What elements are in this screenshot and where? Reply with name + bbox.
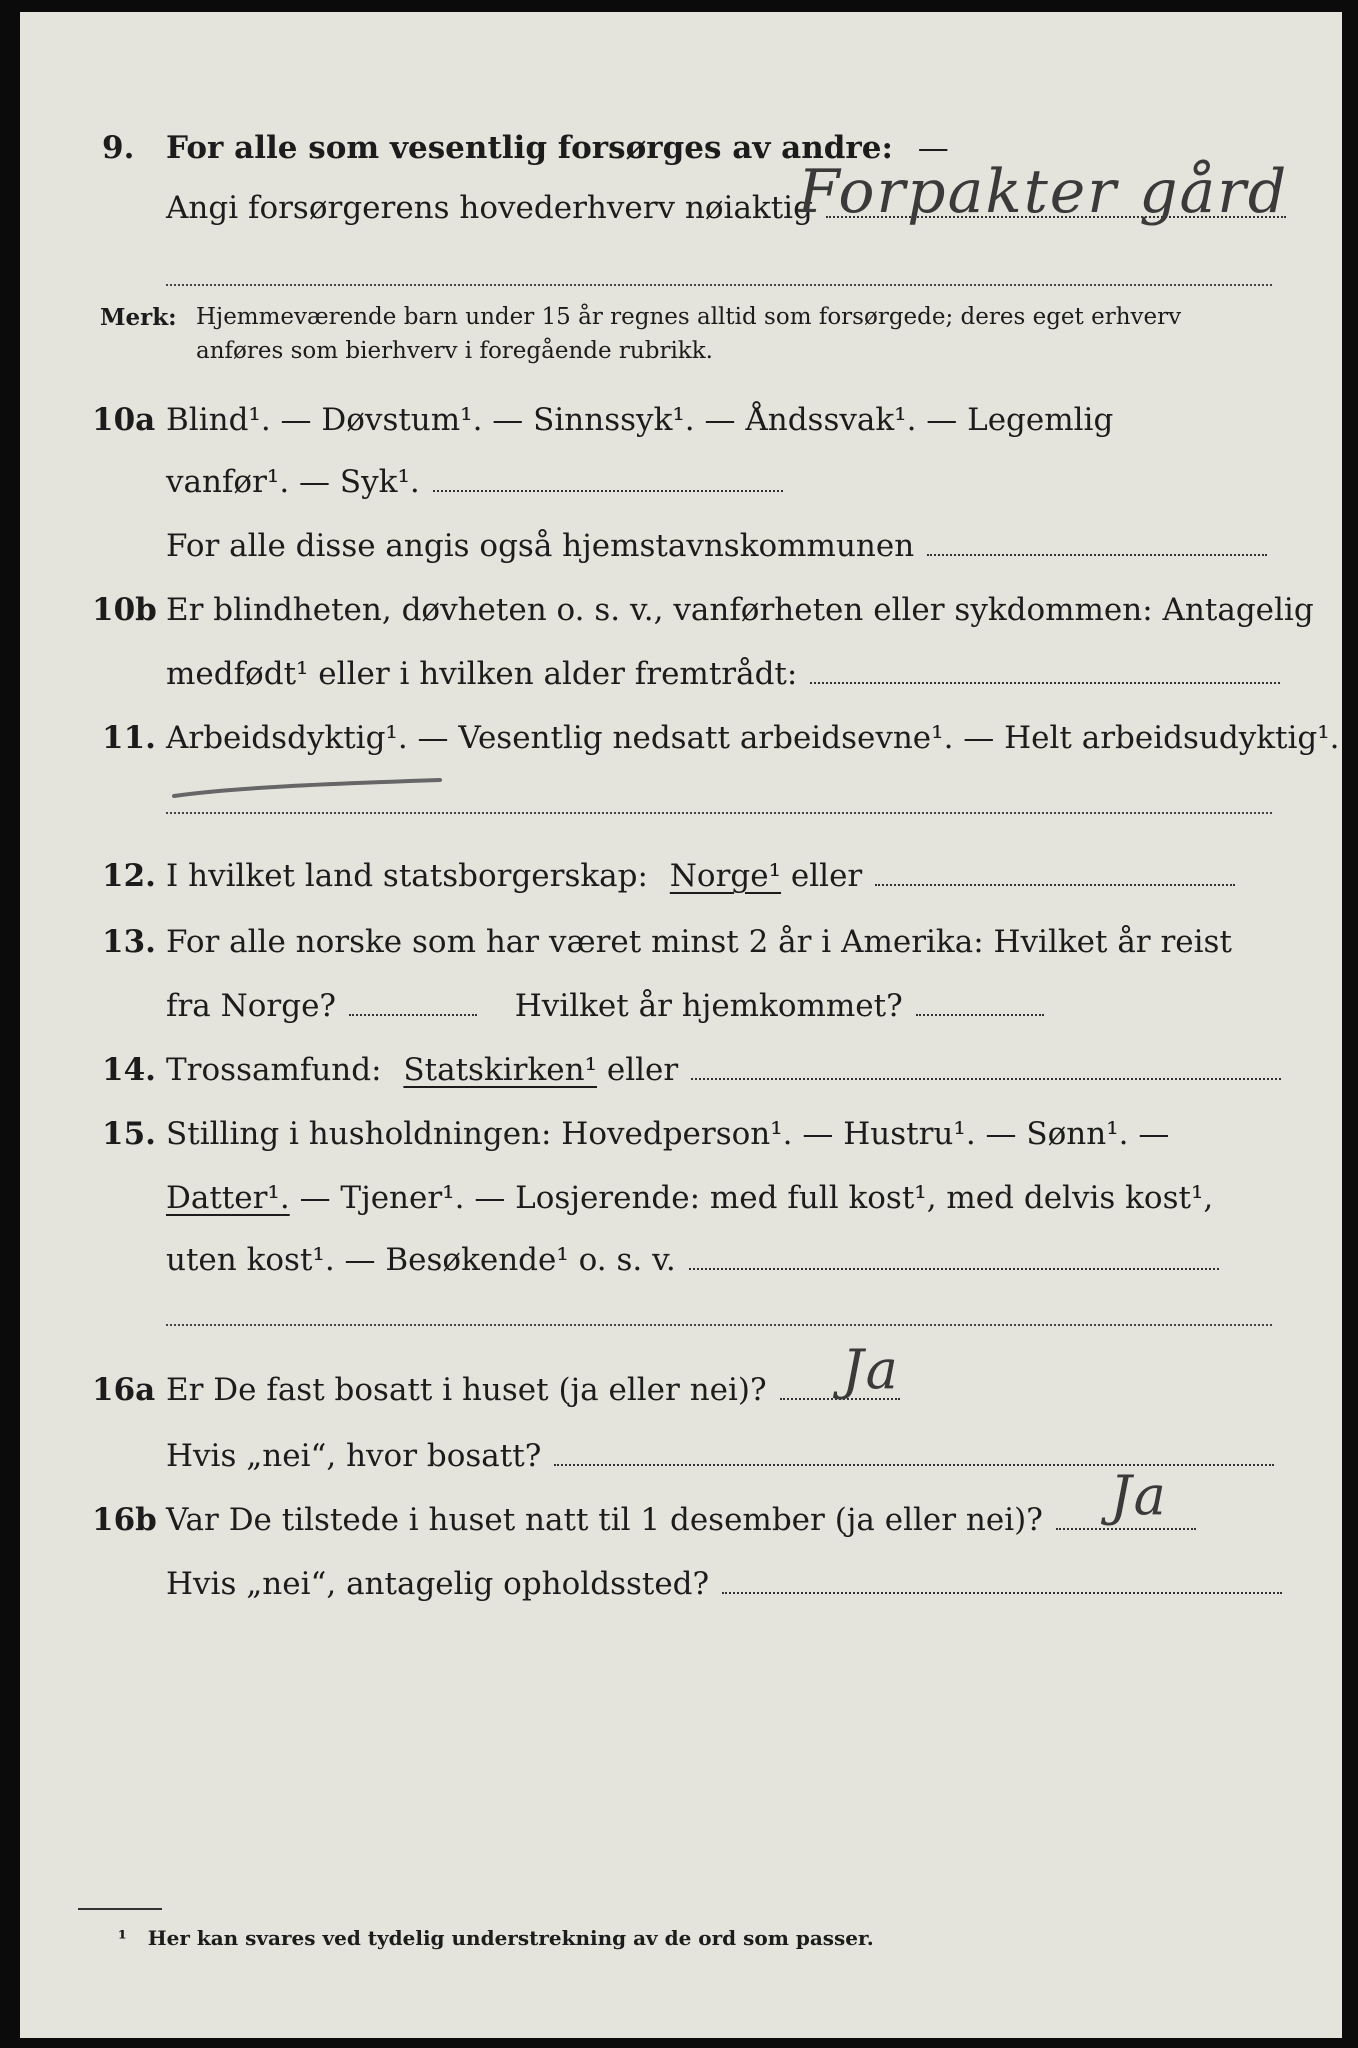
q10a-line2 [166, 464, 783, 500]
q14-statskirken: Statskirken¹ [403, 1052, 597, 1088]
q15-line1: Stilling i husholdningen: Hovedperson¹. — Hustru¹. — Sønn¹. — [166, 1116, 1170, 1152]
q9-extra-line[interactable] [166, 284, 1272, 286]
q12-land-line[interactable] [875, 884, 1235, 886]
q13-line2 [166, 988, 1044, 1024]
q16b-answer-line[interactable] [1056, 1528, 1196, 1530]
q12-pre: I hvilket land statsborgerskap: [166, 858, 648, 894]
q10a-line3 [166, 528, 1267, 564]
q9-number: 9. [102, 130, 135, 166]
q11-extra-line[interactable] [166, 812, 1272, 814]
q10a-syk-line[interactable] [433, 490, 783, 492]
merk-label: Merk: [100, 304, 177, 331]
merk-line2: anføres som bierhverv i foregående rubrikk. [196, 338, 713, 364]
q12-line [166, 858, 1235, 894]
q16b-line2-text: Hvis „nei“, antagelig opholdssted? [166, 1566, 710, 1602]
census-form-page [20, 12, 1342, 2038]
q13-reist-line[interactable] [349, 1014, 477, 1016]
q10b-line2-text: medfødt¹ eller i hvilken alder fremtrådt: [166, 656, 798, 692]
q12-post: eller [790, 858, 863, 894]
q16a-line1 [166, 1372, 900, 1408]
q13-line1: For alle norske som har været minst 2 år i Amerika: Hvilket år reist [166, 924, 1232, 960]
q14-pre: Trossamfund: [166, 1052, 382, 1088]
q16a-line2-text: Hvis „nei“, hvor bosatt? [166, 1438, 542, 1474]
q12-norge: Norge¹ [669, 858, 782, 894]
q16b-line2 [166, 1566, 1282, 1602]
q9-line1-text: For alle som vesentlig forsørges av andre: [166, 130, 893, 166]
footnote [118, 1926, 874, 1950]
q10a-line1: Blind¹. — Døvstum¹. — Sinnssyk¹. — Åndssvak¹. — Legemlig [166, 402, 1114, 438]
q15-extra-line[interactable] [166, 1324, 1272, 1326]
q10b-line2 [166, 656, 1280, 692]
q9-line2-text: Angi forsørgerens hovederhverv nøiaktig [166, 190, 813, 226]
q10a-line3-text: For alle disse angis også hjemstavnskommunen [166, 528, 915, 564]
q10b-alder-line[interactable] [810, 682, 1280, 684]
q13-number: 13. [102, 924, 156, 960]
q11-pencil-underline [170, 774, 450, 804]
q16a-line2 [166, 1438, 1274, 1474]
q10a-number: 10a [92, 402, 156, 438]
footnote-rule [78, 1908, 162, 1910]
q16a-number: 16a [92, 1372, 156, 1408]
q9-handwritten-answer: Forpakter gård [798, 157, 1289, 227]
q16a-handwritten-answer: Ja [842, 1338, 900, 1401]
q16b-line1-text: Var De tilstede i huset natt til 1 desember (ja eller nei)? [166, 1502, 1043, 1538]
q15-line3-text: uten kost¹. — Besøkende¹ o. s. v. [166, 1242, 676, 1278]
q14-number: 14. [102, 1052, 156, 1088]
q15-datter: Datter¹. [166, 1180, 290, 1216]
footnote-mark: ¹ [118, 1926, 127, 1950]
q11-line1: Arbeidsdyktig¹. — Vesentlig nedsatt arbeidsevne¹. — Helt arbeidsudyktig¹. [166, 720, 1340, 756]
q15-number: 15. [102, 1116, 156, 1152]
q10b-line1: Er blindheten, døvheten o. s. v., vanførheten eller sykdommen: Antagelig [166, 592, 1314, 628]
q13-line2a: fra Norge? [166, 988, 337, 1024]
q16b-handwritten-answer: Ja [1110, 1464, 1168, 1527]
merk-line1: Hjemmeværende barn under 15 år regnes alltid som forsørgede; deres eget erhverv [196, 304, 1182, 330]
q16b-line1 [166, 1502, 1196, 1538]
q10a-hjemstavn-line[interactable] [927, 554, 1267, 556]
q15-stilling-line[interactable] [689, 1268, 1219, 1270]
q9-line1-dash: — [917, 130, 949, 166]
q15-line2-rest: — Tjener¹. — Losjerende: med full kost¹, med delvis kost¹, [299, 1180, 1214, 1216]
q15-line3 [166, 1242, 1219, 1278]
q11-number: 11. [102, 720, 156, 756]
q14-trossamfund-line[interactable] [691, 1078, 1281, 1080]
q13-line2b: Hvilket år hjemkommet? [514, 988, 903, 1024]
q15-line2 [166, 1180, 1213, 1216]
q16b-number: 16b [92, 1502, 157, 1538]
q12-number: 12. [102, 858, 156, 894]
q14-line [166, 1052, 1281, 1088]
q10b-number: 10b [92, 592, 157, 628]
q10a-line2-text: vanfør¹. — Syk¹. [166, 464, 420, 500]
footnote-text: Her kan svares ved tydelig understrekning av de ord som passer. [147, 1926, 874, 1950]
q16b-opholdssted-line[interactable] [722, 1592, 1282, 1594]
q14-post: eller [606, 1052, 679, 1088]
q13-hjemkommet-line[interactable] [916, 1014, 1044, 1016]
q16a-line1-text: Er De fast bosatt i huset (ja eller nei)? [166, 1372, 767, 1408]
